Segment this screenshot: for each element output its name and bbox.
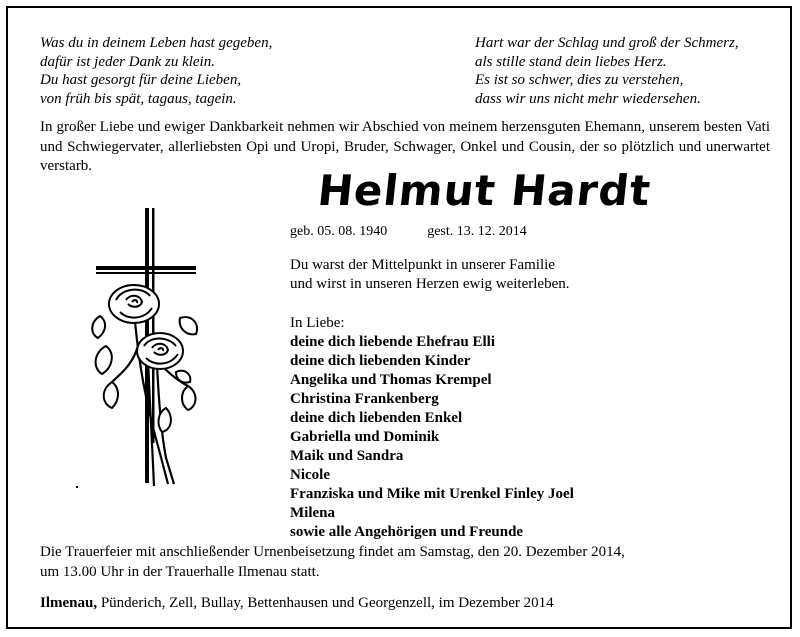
verse-line: dafür ist jeder Dank zu klein. [40,53,215,70]
tribute-text [290,256,570,294]
service-info [40,543,780,582]
verse-line: als stille stand dein liebes Herz. [475,53,667,70]
verse-left [40,34,272,108]
mourners-list [290,314,574,542]
service-line: um 13.00 Uhr in der Trauerhalle Ilmenau statt. [40,563,320,580]
life-dates [290,223,527,241]
closing-town: Ilmenau, [40,595,98,611]
intro-text: In großer Liebe und ewiger Dankbarkeit nehmen wir Abschied von meinem herzensguten Ehemann, unserem besten Vati und Schwiegervater, allerliebsten Opi und Uropi, Bruder, Schwager, Onkel und Cousin, der so plötzlich und unerwartet verstarb. [40,119,770,174]
mourner-entry: Maik und Sandra [290,448,404,464]
print-speck [76,486,78,488]
mourner-entry: Nicole [290,467,330,483]
mourner-entry: Franziska und Mike mit Urenkel Finley Joel [290,486,574,502]
death-date: gest. 13. 12. 2014 [427,224,527,239]
verse-line: Du hast gesorgt für deine Lieben, [40,72,242,88]
verse-right [475,34,739,108]
closing-places: Pünderich, Zell, Bullay, Bettenhausen und Georgenzell, im Dezember 2014 [97,595,554,611]
verse-line: von früh bis spät, tagaus, tagein. [40,90,237,107]
in-love-label: In Liebe: [290,315,345,331]
service-line: Die Trauerfeier mit anschließender Urnenbeisetzung findet am Samstag, den 20. Dezember 2014, [40,544,625,560]
mourner-entry: Christina Frankenberg [290,391,439,407]
mourner-entry: deine dich liebenden Kinder [290,353,471,369]
mourner-entry: deine dich liebende Ehefrau Elli [290,334,496,350]
mourner-entry: Milena [290,505,335,521]
closing-line [40,594,554,613]
cross-roses-icon [76,196,206,496]
mourner-entry: deine dich liebenden Enkel [290,410,463,426]
verse-line: dass wir uns nicht mehr wiedersehen. [475,90,701,107]
mourner-entry: sowie alle Angehörigen und Freunde [290,524,524,540]
tribute-line: Du warst der Mittelpunkt in unserer Familie [290,257,555,273]
obituary-notice [6,6,792,629]
mourner-entry: Gabriella und Dominik [290,429,440,445]
tribute-line: und wirst in unseren Herzen ewig weiterleben. [290,276,570,292]
verse-line: Was du in deinem Leben hast gegeben, [40,35,273,51]
verse-line: Es ist so schwer, dies zu verstehen, [475,72,684,88]
deceased-name: Helmut Hardt [315,166,654,215]
birth-date: geb. 05. 08. 1940 [290,224,388,239]
verse-line: Hart war der Schlag und groß der Schmerz, [475,35,739,51]
mourner-entry: Angelika und Thomas Krempel [290,372,492,388]
